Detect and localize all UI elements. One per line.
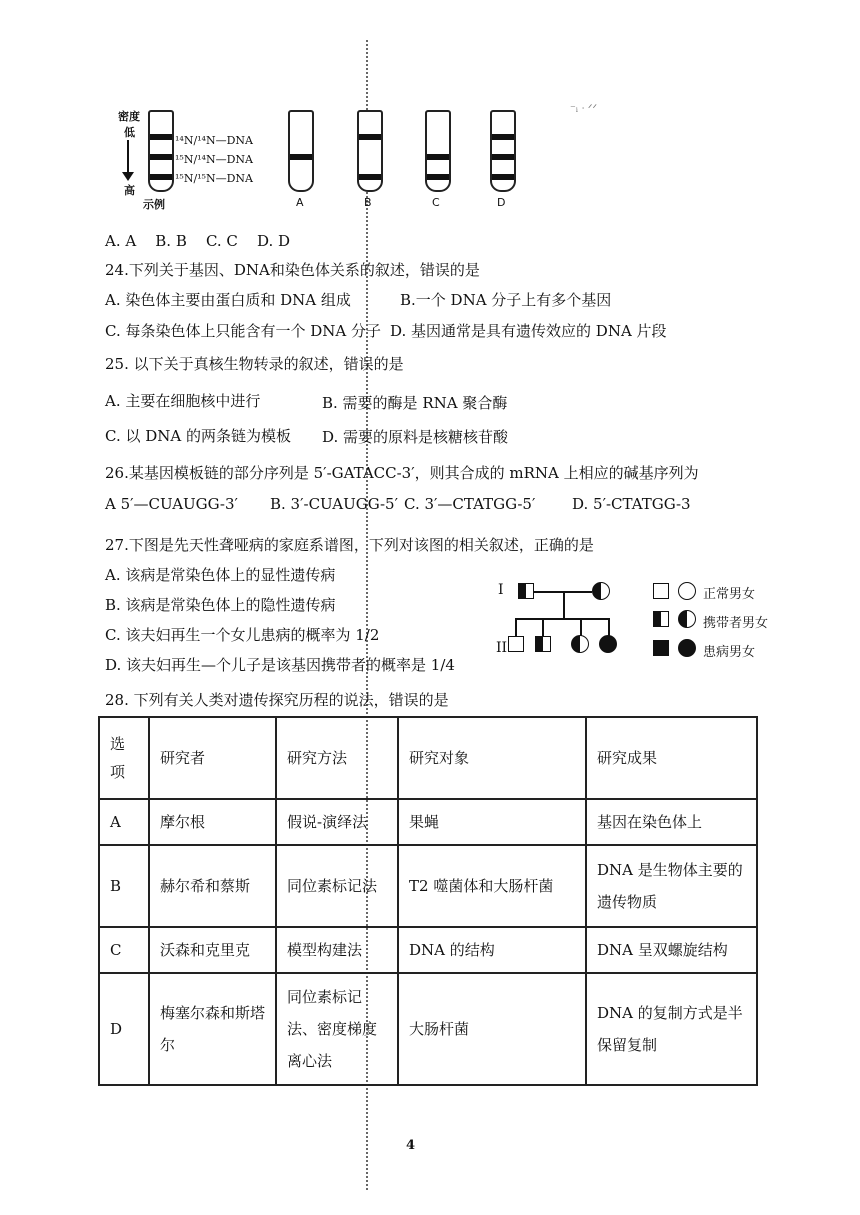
tube-b-label: B (364, 196, 372, 209)
genetics-history-table (98, 716, 758, 1086)
q27-option-b[interactable]: B. 该病是常染色体上的隐性遗传病 (105, 596, 336, 614)
cell-result: DNA 是生物体主要的遗传物质 (586, 845, 757, 927)
generation-1-label: I (498, 582, 504, 598)
cell-subject: 大肠杆菌 (398, 973, 586, 1085)
legend-affected-female (678, 639, 696, 657)
sample-label: 示例 (143, 198, 165, 211)
header-method: 研究方法 (276, 717, 398, 799)
legend-carrier-male (653, 611, 669, 627)
legend-normal-male (653, 583, 669, 599)
child-2-line (542, 618, 544, 636)
cell-method: 模型构建法 (276, 927, 398, 973)
band-hybrid (150, 154, 172, 160)
tube-a (288, 110, 314, 192)
tube-c-band-2 (427, 174, 449, 180)
q27-stem: 27.下图是先天性聋哑病的家庭系谱图，下列对该图的相关叙述，正确的是 (105, 536, 594, 554)
high-label: 高 (124, 184, 135, 197)
legend-carrier-female (678, 610, 696, 628)
tube-c-band-1 (427, 154, 449, 160)
header-result: 研究成果 (586, 717, 757, 799)
cell-researcher: 赫尔希和蔡斯 (149, 845, 276, 927)
band-heavy (150, 174, 172, 180)
cell-method: 同位素标记法 (276, 845, 398, 927)
cell-subject: 果蝇 (398, 799, 586, 845)
tube-c-label: C (432, 196, 440, 209)
band-label-light: ¹⁴N/¹⁴N—DNA (175, 134, 253, 147)
cell-option: B (99, 845, 149, 927)
legend-normal-text: 正常男女 (703, 587, 756, 602)
tube-d (490, 110, 516, 192)
cell-method: 假说-演绎法 (276, 799, 398, 845)
cell-option: A (99, 799, 149, 845)
gen2-son-carrier (535, 636, 551, 652)
cell-method: 同位素标记法、密度梯度离心法 (276, 973, 398, 1085)
cell-researcher: 摩尔根 (149, 799, 276, 845)
q23-option-a[interactable]: A. A (105, 232, 137, 250)
header-researcher: 研究者 (149, 717, 276, 799)
tube-b (357, 110, 383, 192)
legend-affected-text: 患病男女 (703, 645, 756, 660)
q28-stem: 28. 下列有关人类对遗传探究历程的说法，错误的是 (105, 691, 449, 709)
band-label-hybrid: ¹⁵N/¹⁴N—DNA (175, 153, 253, 166)
q25-option-d[interactable]: D. 需要的原料是核糖核苷酸 (322, 428, 509, 446)
q27-option-a[interactable]: A. 该病是常染色体上的显性遗传病 (105, 566, 336, 584)
band-light (150, 134, 172, 140)
q25-option-b[interactable]: B. 需要的酶是 RNA 聚合酶 (322, 394, 508, 412)
child-4-line (608, 618, 610, 636)
gen1-mother-carrier (592, 582, 610, 600)
table-row[interactable] (99, 799, 757, 845)
child-1-line (515, 618, 517, 636)
tube-d-band-2 (492, 154, 514, 160)
q26-stem: 26.某基因模板链的部分序列是 5′-GATACC-3′，则其合成的 mRNA 上相应的碱基序列为 (105, 464, 699, 482)
cell-subject: DNA 的结构 (398, 927, 586, 973)
q26-option-a[interactable]: A 5′—CUAUGG-3′ (105, 495, 238, 513)
child-3-line (580, 618, 582, 636)
q23-option-c[interactable]: C. C (205, 232, 238, 250)
header-option-text: 选项 (110, 735, 126, 781)
legend-normal-female (678, 582, 696, 600)
q25-option-c[interactable]: C. 以 DNA 的两条链为模板 (105, 427, 291, 445)
gen2-daughter-carrier (571, 635, 589, 653)
q26-option-d[interactable]: D. 5′-CTATGG-3 (572, 495, 691, 513)
tube-d-label: D (497, 196, 506, 209)
tube-a-label: A (296, 196, 304, 209)
q23-option-d[interactable]: D. D (257, 232, 291, 250)
page-number: 4 (406, 1138, 416, 1153)
q23-options (105, 232, 290, 250)
density-arrow (127, 140, 129, 174)
sibship-line (515, 618, 609, 620)
q26-option-c[interactable]: C. 3′—CTATGG-5′ (404, 495, 536, 513)
low-label: 低 (124, 126, 135, 139)
cell-result: DNA 的复制方式是半保留复制 (586, 973, 757, 1085)
q25-stem: 25. 以下关于真核生物转录的叙述，错误的是 (105, 355, 404, 373)
tube-a-band (290, 154, 312, 160)
cell-option: D (99, 973, 149, 1085)
header-option (99, 717, 149, 799)
header-subject: 研究对象 (398, 717, 586, 799)
q27-option-d[interactable]: D. 该夫妇再生—个儿子是该基因携带者的概率是 1/4 (105, 656, 455, 674)
cell-result: 基因在染色体上 (586, 799, 757, 845)
density-arrowhead (122, 172, 134, 181)
density-label: 密度 (118, 110, 140, 123)
cell-subject: T2 噬菌体和大肠杆菌 (398, 845, 586, 927)
table-row[interactable] (99, 973, 757, 1085)
legend-affected-male (653, 640, 669, 656)
generation-2-label: II (496, 640, 508, 656)
q24-option-b[interactable]: B.一个 DNA 分子上有多个基因 (400, 291, 612, 309)
tube-d-band-3 (492, 174, 514, 180)
cell-option: C (99, 927, 149, 973)
q23-option-b[interactable]: B. B (155, 232, 187, 250)
tube-b-band-2 (359, 174, 381, 180)
tube-d-band-1 (492, 134, 514, 140)
tube-c (425, 110, 451, 192)
legend-carrier-text: 携带者男女 (703, 616, 769, 631)
q24-option-c[interactable]: C. 每条染色体上只能含有一个 DNA 分子 (105, 322, 382, 340)
q24-stem: 24.下列关于基因、DNA和染色体关系的叙述，错误的是 (105, 261, 480, 279)
cell-result: DNA 呈双螺旋结构 (586, 927, 757, 973)
q24-option-a[interactable]: A. 染色体主要由蛋白质和 DNA 组成 (105, 291, 351, 309)
cell-researcher: 梅塞尔森和斯塔尔 (149, 973, 276, 1085)
descent-line (563, 591, 565, 619)
tube-b-band-1 (359, 134, 381, 140)
q27-option-c[interactable]: C. 该夫妇再生一个女儿患病的概率为 1/2 (105, 626, 380, 644)
gen1-father-carrier (518, 583, 534, 599)
q24-option-d[interactable]: D. 基因通常是具有遗传效应的 DNA 片段 (390, 322, 667, 340)
cell-researcher: 沃森和克里克 (149, 927, 276, 973)
band-label-heavy: ¹⁵N/¹⁵N—DNA (175, 172, 253, 185)
table-row[interactable] (99, 927, 757, 973)
corner-mark: ⁻ᵢ ᐧ ᐟᐟ (570, 102, 598, 115)
q25-option-a[interactable]: A. 主要在细胞核中进行 (105, 392, 261, 410)
gen2-son-normal (508, 636, 524, 652)
table-header-row (99, 717, 757, 799)
sample-tube (148, 110, 174, 192)
table-row[interactable] (99, 845, 757, 927)
gen2-daughter-affected (599, 635, 617, 653)
q26-option-b[interactable]: B. 3′-CUAUGG-5′ (270, 495, 398, 513)
